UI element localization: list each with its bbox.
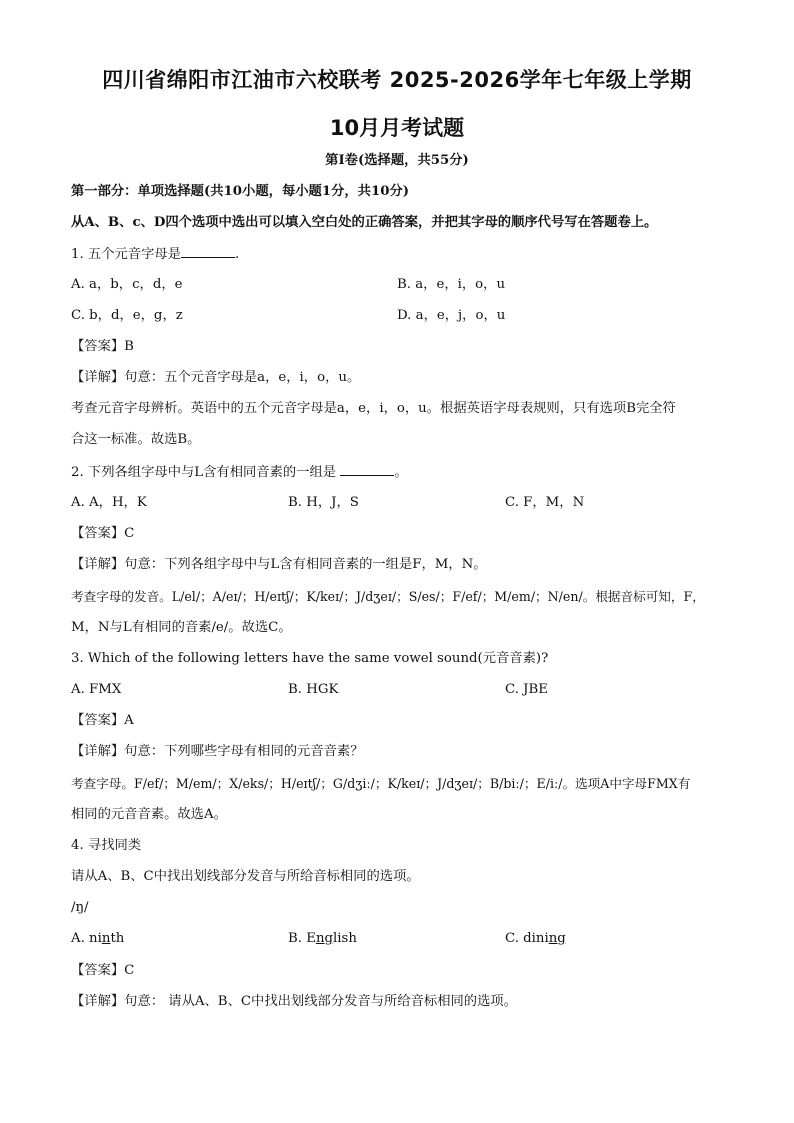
question-2-text: 2. 下列各组字母中与L含有相同音素的一组是: [71, 465, 337, 480]
question-1-stem: [71, 245, 239, 264]
question-1-text: 1. 五个元音字母是: [71, 247, 181, 262]
question-3-option-c: C. JBE: [505, 682, 548, 697]
question-4-detail: 【详解】句意： 请从A、B、C中找出划线部分发音与所给音标相同的选项。: [71, 994, 517, 1009]
option-a-suffix: th: [110, 931, 125, 946]
question-2-option-c: C. F，M，N: [505, 495, 585, 510]
question-4-instruction: 请从A、B、C中找出划线部分发音与所给音标相同的选项。: [71, 869, 420, 884]
option-b-suffix: lish: [333, 931, 357, 946]
question-3-option-b: B. HGK: [288, 682, 339, 697]
question-1-answer: 【答案】B: [71, 339, 134, 354]
exam-title-line2: 10月月考试题: [329, 116, 465, 140]
option-a-prefix: A. ni: [71, 931, 102, 946]
question-2-end: 。: [394, 465, 408, 480]
question-1-option-c: C. b，d，e，g，z: [71, 308, 183, 323]
question-2-option-b: B. H，J，S: [288, 495, 359, 510]
question-3-answer: 【答案】A: [71, 713, 134, 728]
question-2-answer: 【答案】C: [71, 526, 135, 541]
option-b-prefix: B. E: [288, 931, 316, 946]
question-1-analysis-line2: 合这一标准。故选B。: [71, 432, 201, 447]
question-4-option-b: [288, 930, 357, 948]
question-4-phonetic: /ŋ/: [71, 900, 89, 915]
question-4-answer: 【答案】C: [71, 963, 135, 978]
question-3-option-a: A. FMX: [71, 682, 122, 697]
question-4-stem: 4. 寻找同类: [71, 838, 142, 853]
option-a-underlined: n: [101, 931, 111, 946]
question-2-stem: [71, 463, 408, 482]
answer-blank: [181, 245, 235, 258]
question-4-option-c: [505, 930, 566, 948]
question-3-stem: 3. Which of the following letters have the same vowel sound(元音音素)?: [71, 651, 549, 666]
question-2-option-a: A. A，H，K: [71, 495, 147, 510]
question-1-option-b: B. a，e，i，o，u: [397, 277, 506, 292]
option-b-underlined: ng: [315, 931, 334, 946]
question-3-analysis-line2: 相同的元音音素。故选A。: [71, 807, 227, 822]
question-2-analysis-line1: 考查字母的发音。L/el/；A/eɪ/；H/eɪtʃ/；K/keɪ/；J/dʒeɪ/；S/es/；F/ef/；M/em/；N/en/。根据音标可知，F，: [71, 589, 705, 604]
question-2-analysis-line2: M，N与L有相同的音素/e/。故选C。: [71, 620, 292, 635]
exam-title-line1: 四川省绵阳市江油市六校联考 2025-2026学年七年级上学期: [102, 68, 692, 92]
question-1-option-a: A. a，b，c，d，e: [71, 277, 183, 292]
question-2-detail: 【详解】句意：下列各组字母中与L含有相同音素的一组是F，M，N。: [71, 557, 487, 572]
question-3-detail: 【详解】句意：下列哪些字母有相同的元音音素？: [71, 744, 364, 759]
question-1-end: .: [235, 247, 240, 262]
answer-blank: [340, 463, 394, 476]
question-1-analysis-line1: 考查元音字母辨析。英语中的五个元音字母是a，e，i，o，u。根据英语字母表规则，只有选项B完全符: [71, 401, 676, 416]
part-heading: 第一部分：单项选择题(共10小题，每小题1分，共10分): [71, 184, 410, 199]
question-4-option-a: [71, 930, 124, 948]
question-1-option-d: D. a，e，j，o，u: [397, 308, 506, 323]
question-1-detail: 【详解】句意：五个元音字母是a，e，i，o，u。: [71, 370, 361, 385]
question-3-analysis-line1: 考查字母。F/ef/；M/em/；X/eks/；H/eɪtʃ/；G/dʒiː/；K/keɪ/；J/dʒeɪ/；B/biː/；E/iː/。选项A中字母FMX有: [71, 776, 691, 791]
option-c-prefix: C. dini: [505, 931, 549, 946]
volume-heading: 第Ⅰ卷(选择题，共55分): [325, 153, 469, 168]
part-instruction: 从A、B、c、D四个选项中选出可以填入空白处的正确答案，并把其字母的顺序代号写在答题卷上。: [71, 215, 658, 230]
option-c-underlined: ng: [548, 931, 566, 946]
